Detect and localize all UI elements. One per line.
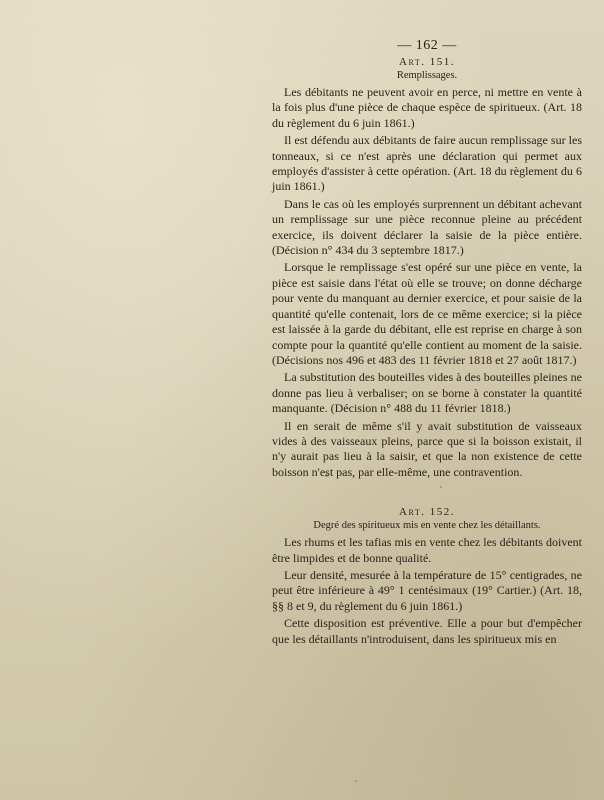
paragraph: Dans le cas où les employés surprennent un débitant achevant un remplissage sur une pièce reconnue pleine au précédent exercice, ils doivent déclarer la saisie de la pièce entière. (Décision n° 434 du 3 septembre 1817.) bbox=[272, 196, 582, 258]
article-151 bbox=[272, 56, 582, 480]
section-spacer bbox=[272, 482, 582, 506]
paragraph: La substitution des bouteilles vides à des bouteilles pleines ne donne pas lieu à verbaliser; on se borne à constater la quantité manquante. (Décision n° 488 du 11 février 1818.) bbox=[272, 370, 582, 416]
article-heading: Art. 152. bbox=[399, 506, 455, 519]
paragraph: Lorsque le remplissage s'est opéré sur une pièce en vente, la pièce est saisie dans l'état où elle se trouve; on donne décharge pour vente du manquant au dernier exercice, et pour saisie de la quantité qu'elle contenait, lors de ce même exercice; si la pièce est laissée à la garde du débitant, elle est reprise en charge à son compte pour la quantité qu'elle contient au moment de la saisie. (Décisions nos 496 et 483 des 11 février 1818 et 27 août 1817.) bbox=[272, 260, 582, 367]
paragraph: Il en serait de même s'il y avait substitution de vaisseaux vides à des vaisseaux pleins, parce que si la boisson existait, il n'y aurait pas lieu à la saisir, et que la non existence de cette boisson n'est pas, par elle-même, une contravention. bbox=[272, 418, 582, 479]
paragraph: Il est défendu aux débitants de faire aucun remplissage sur les tonneaux, si ce n'est après une déclaration qui permet aux employés d'assister à cette opération. (Art. 18 du règlement du 6 juin 1861.) bbox=[272, 133, 582, 194]
page-number: — 162 — bbox=[397, 38, 457, 53]
text-column bbox=[272, 38, 582, 649]
article-heading: Art. 151. bbox=[399, 56, 455, 68]
paper-speck bbox=[355, 780, 357, 782]
article-152 bbox=[272, 506, 582, 647]
paragraph: Leur densité, mesurée à la température de 15° centigrades, ne peut être inférieure à 49° 1 centésimaux (19° Cartier.) (Art. 18, §§ 8 et 9, du règlement du 6 juin 1861.) bbox=[272, 567, 582, 613]
article-subheading: Remplissages. bbox=[396, 70, 458, 81]
paragraph: Les débitants ne peuvent avoir en perce, ni mettre en vente à la fois plus d'une pièce de chaque espèce de spiritueux. (Art. 18 du règlement du 6 juin 1861.) bbox=[272, 85, 582, 130]
article-subheading: Degré des spiritueux mis en vente chez les détaillants. bbox=[313, 520, 541, 532]
paragraph: Cette disposition est préventive. Elle a pour but d'empêcher que les détaillants n'introduisent, dans les spiritueux mis en bbox=[272, 616, 582, 646]
paragraph: Les rhums et les tafias mis en vente chez les débitants doivent être limpides et de bonne qualité. bbox=[272, 535, 582, 565]
